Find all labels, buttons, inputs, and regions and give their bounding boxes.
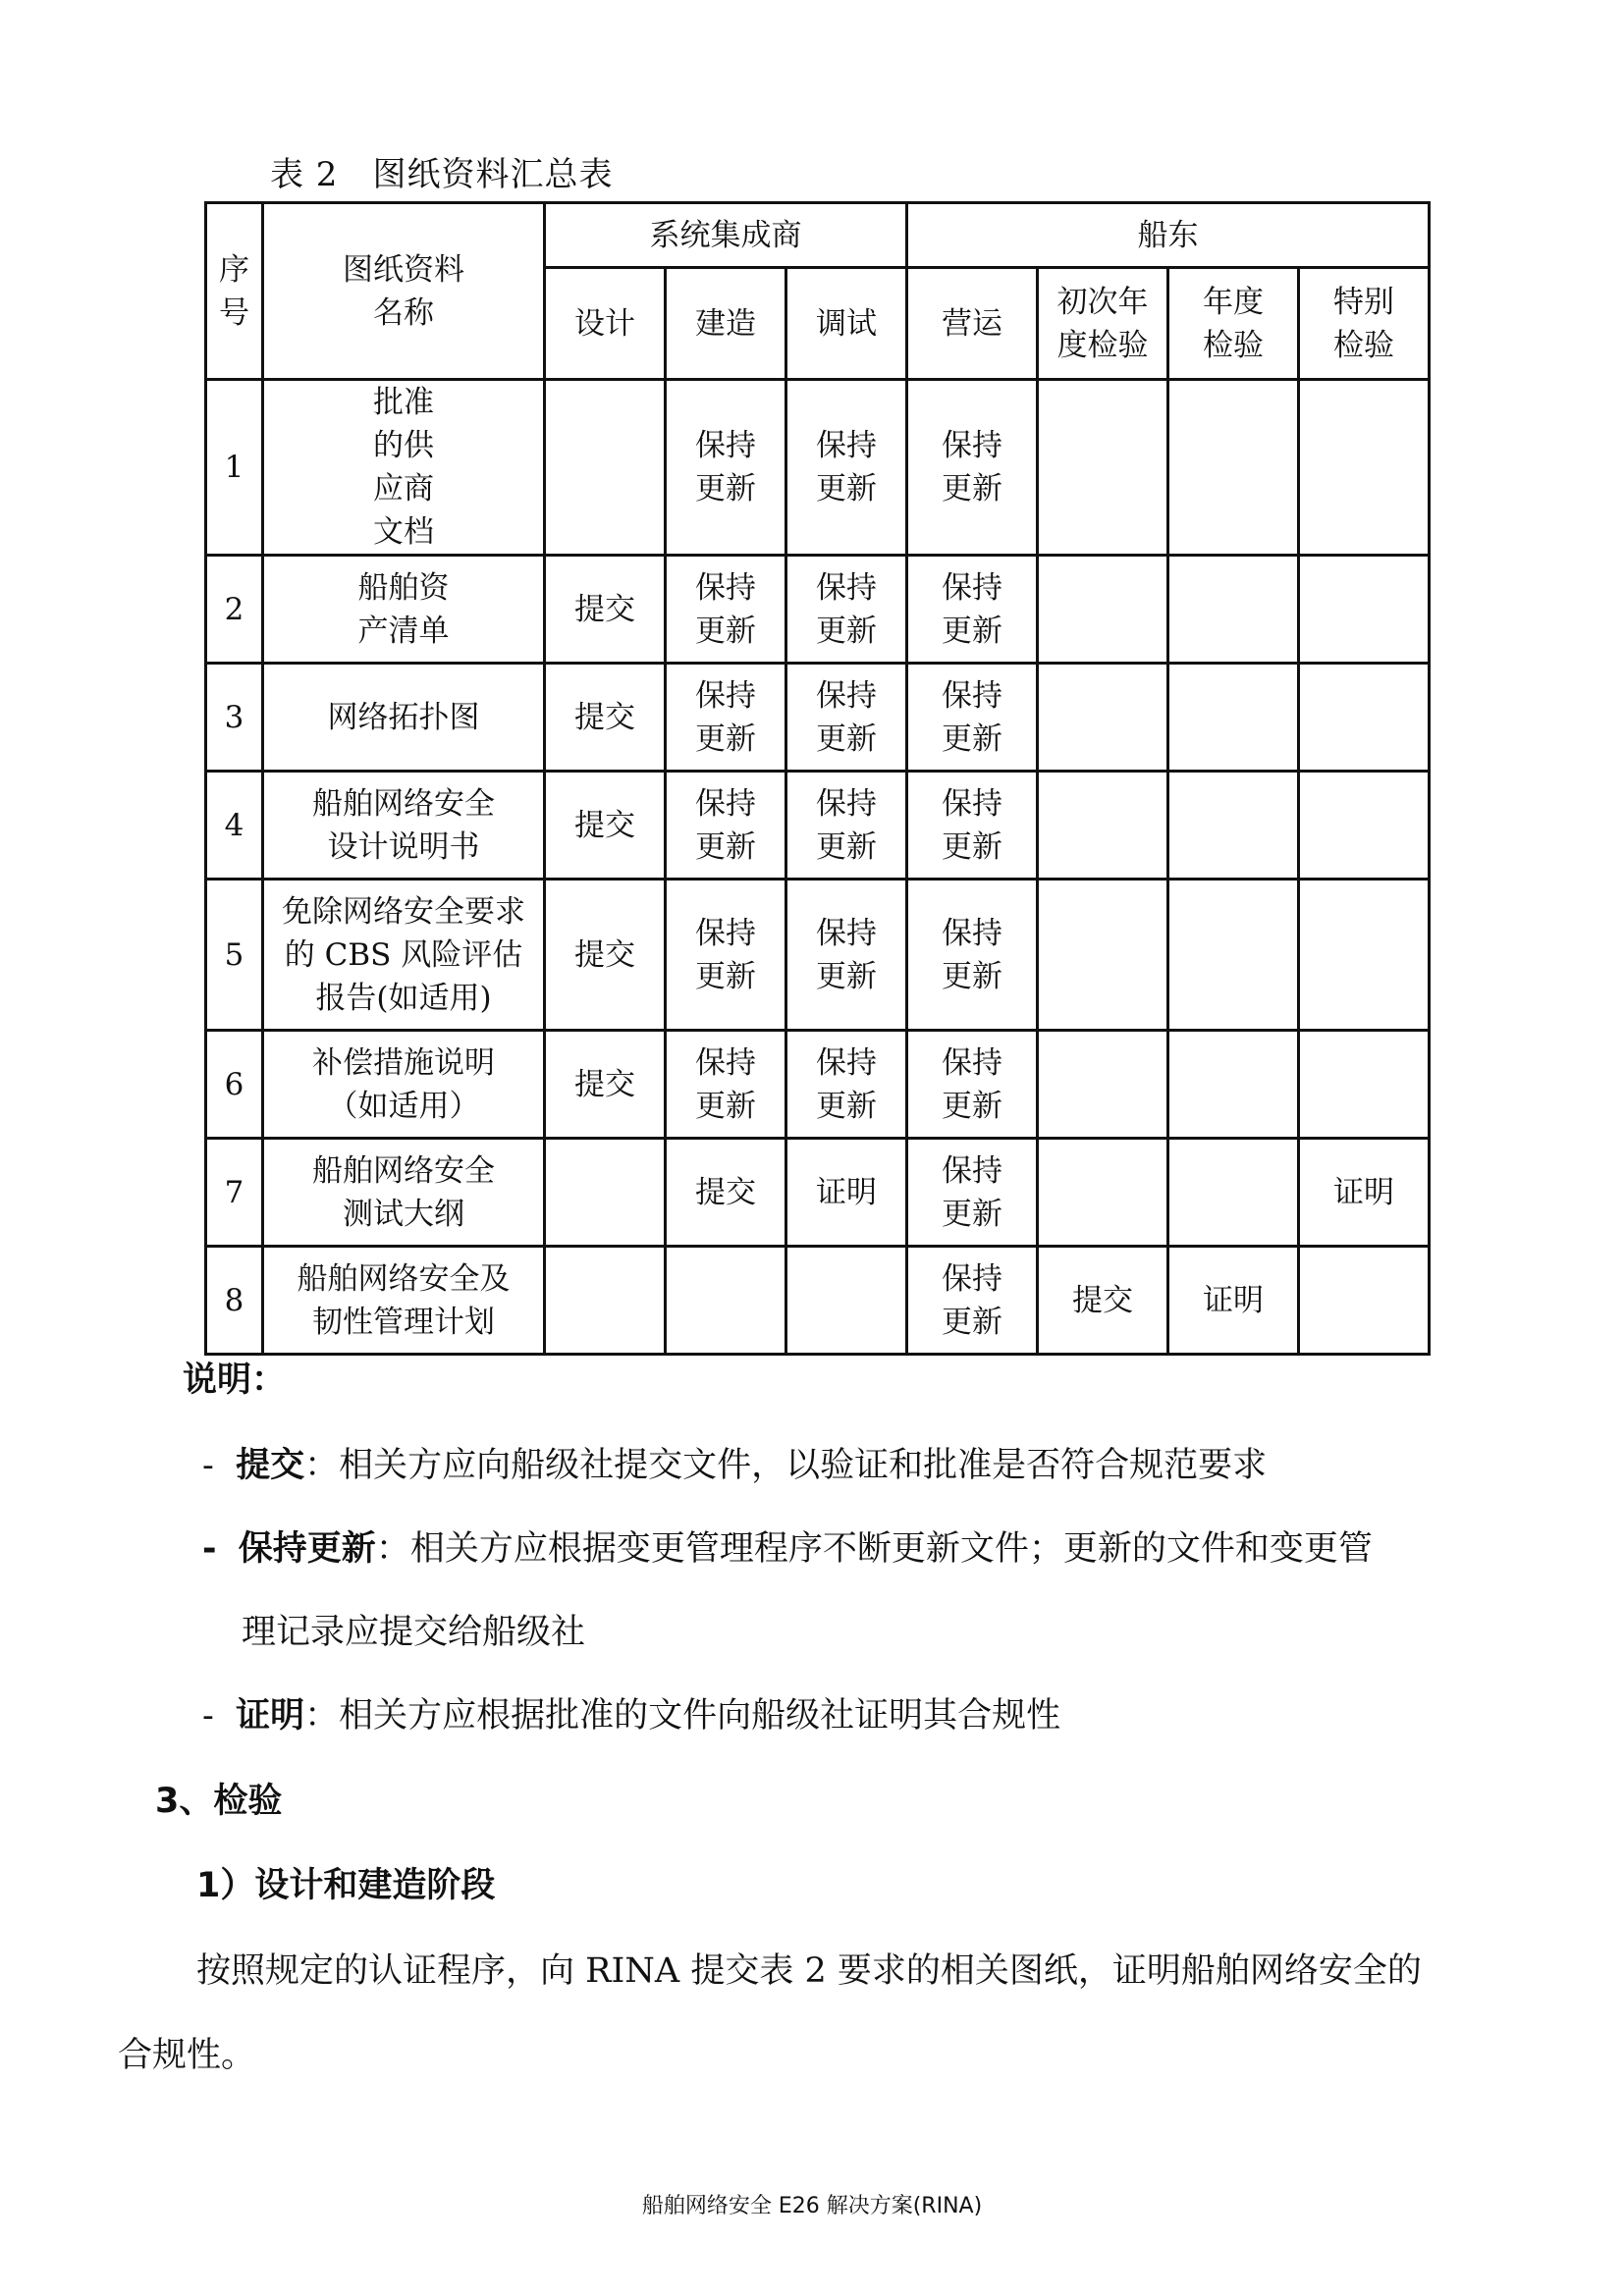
cell-name: 免除网络安全要求的 CBS 风险评估报告(如适用) (263, 880, 545, 1031)
note-item-keep-updated: - 保持更新：相关方应根据变更管理程序不断更新文件；更新的文件和变更管 (202, 1529, 1373, 1569)
table-row (206, 556, 1430, 664)
cell-status: 保持更新 (786, 664, 907, 772)
cell-seq: 4 (206, 772, 263, 880)
cell-status: 保持更新 (907, 1031, 1038, 1139)
cell-status: 保持更新 (907, 556, 1038, 664)
cell-status: 提交 (545, 664, 666, 772)
cell-status: 证明 (786, 1139, 907, 1247)
cell-seq: 7 (206, 1139, 263, 1247)
cell-status: 提交 (545, 556, 666, 664)
note-item-keep-updated-cont: 理记录应提交给船级社 (242, 1613, 586, 1652)
cell-status (666, 1247, 786, 1355)
table-body (206, 380, 1430, 1355)
cell-status: 提交 (545, 1031, 666, 1139)
cell-status (1168, 664, 1299, 772)
paragraph-line-2: 合规性。 (118, 2036, 256, 2075)
cell-status (1299, 556, 1430, 664)
cell-name: 批准的供应商文档 (263, 380, 545, 556)
cell-status: 保持更新 (907, 1247, 1038, 1355)
cell-status (1299, 1247, 1430, 1355)
cell-status (1168, 1139, 1299, 1247)
cell-status: 保持更新 (786, 880, 907, 1031)
cell-status (545, 1139, 666, 1247)
cell-status (1038, 1139, 1168, 1247)
header-owner: 船东 (907, 203, 1430, 268)
cell-status: 保持更新 (666, 380, 786, 556)
cell-status (1038, 556, 1168, 664)
cell-status: 保持更新 (907, 380, 1038, 556)
cell-status: 保持更新 (907, 664, 1038, 772)
cell-status (1299, 772, 1430, 880)
cell-name: 补偿措施说明（如适用） (263, 1031, 545, 1139)
cell-status: 保持更新 (666, 664, 786, 772)
cell-status: 提交 (545, 772, 666, 880)
cell-status: 保持更新 (786, 772, 907, 880)
cell-status (1299, 1031, 1430, 1139)
cell-status: 提交 (1038, 1247, 1168, 1355)
header-name: 图纸资料名称 (263, 203, 545, 380)
table-row (206, 664, 1430, 772)
cell-status (1038, 772, 1168, 880)
header-annual: 年度检验 (1168, 268, 1299, 380)
cell-name: 船舶网络安全及韧性管理计划 (263, 1247, 545, 1355)
page-footer: 船舶网络安全 E26 解决方案(RINA) (641, 2194, 983, 2218)
cell-status (545, 380, 666, 556)
cell-name: 船舶资产清单 (263, 556, 545, 664)
cell-status: 保持更新 (786, 1031, 907, 1139)
cell-name: 船舶网络安全设计说明书 (263, 772, 545, 880)
header-build: 建造 (666, 268, 786, 380)
table-row (206, 772, 1430, 880)
cell-status: 保持更新 (666, 1031, 786, 1139)
documents-summary-table (204, 201, 1431, 1356)
cell-status (1168, 880, 1299, 1031)
header-design: 设计 (545, 268, 666, 380)
header-seq: 序号 (206, 203, 263, 380)
cell-name: 船舶网络安全测试大纲 (263, 1139, 545, 1247)
cell-status: 保持更新 (666, 772, 786, 880)
subsection-heading: 1）设计和建造阶段 (196, 1866, 496, 1905)
cell-status (1168, 1031, 1299, 1139)
paragraph-line-1: 按照规定的认证程序，向 RINA 提交表 2 要求的相关图纸，证明船舶网络安全的 (196, 1951, 1422, 1991)
cell-status: 提交 (666, 1139, 786, 1247)
cell-seq: 2 (206, 556, 263, 664)
note-item-submit: - 提交：相关方应向船级社提交文件，以验证和批准是否符合规范要求 (202, 1446, 1268, 1485)
cell-status: 保持更新 (666, 556, 786, 664)
cell-seq: 1 (206, 380, 263, 556)
cell-status (786, 1247, 907, 1355)
cell-status (1168, 772, 1299, 880)
cell-status: 保持更新 (907, 1139, 1038, 1247)
cell-status: 保持更新 (786, 380, 907, 556)
cell-name: 网络拓扑图 (263, 664, 545, 772)
cell-status: 证明 (1299, 1139, 1430, 1247)
cell-status (545, 1247, 666, 1355)
cell-status (1299, 380, 1430, 556)
note-item-demonstrate: - 证明：相关方应根据批准的文件向船级社证明其合规性 (202, 1696, 1061, 1735)
cell-status (1038, 380, 1168, 556)
cell-status (1299, 664, 1430, 772)
cell-status: 保持更新 (907, 772, 1038, 880)
header-first-annual: 初次年度检验 (1038, 268, 1168, 380)
cell-status: 证明 (1168, 1247, 1299, 1355)
cell-seq: 3 (206, 664, 263, 772)
header-commission: 调试 (786, 268, 907, 380)
table-row (206, 1139, 1430, 1247)
table-row (206, 880, 1430, 1031)
section-heading: 3、检验 (155, 1782, 283, 1821)
cell-status: 保持更新 (786, 556, 907, 664)
cell-status (1038, 1031, 1168, 1139)
cell-status: 保持更新 (666, 880, 786, 1031)
cell-status (1038, 664, 1168, 772)
cell-status: 保持更新 (907, 880, 1038, 1031)
table-caption: 表 2 图纸资料汇总表 (270, 155, 614, 194)
header-operation: 营运 (907, 268, 1038, 380)
cell-status (1168, 380, 1299, 556)
cell-status (1299, 880, 1430, 1031)
cell-status (1168, 556, 1299, 664)
header-special: 特别检验 (1299, 268, 1430, 380)
table-row (206, 380, 1430, 556)
cell-seq: 5 (206, 880, 263, 1031)
header-integrator: 系统集成商 (545, 203, 907, 268)
cell-seq: 8 (206, 1247, 263, 1355)
table-row (206, 1031, 1430, 1139)
cell-status (1038, 880, 1168, 1031)
notes-heading: 说明： (183, 1361, 287, 1400)
table-row (206, 1247, 1430, 1355)
cell-seq: 6 (206, 1031, 263, 1139)
cell-status: 提交 (545, 880, 666, 1031)
